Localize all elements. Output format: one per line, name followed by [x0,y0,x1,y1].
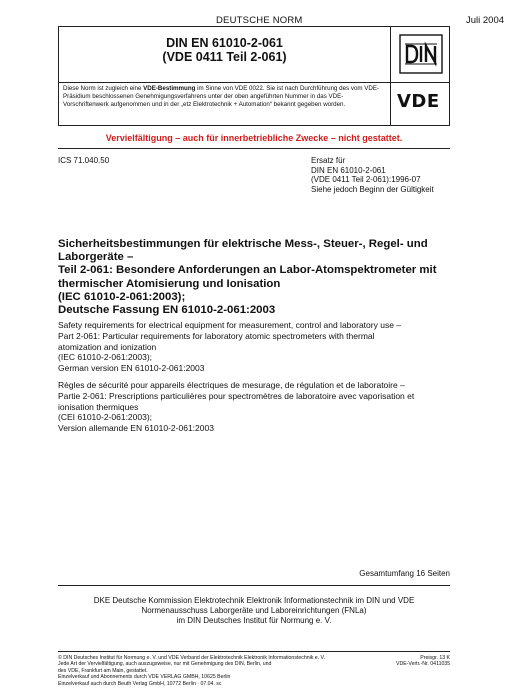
vde-approval-note [63,85,385,109]
box-divider-vertical [390,27,391,125]
standard-number [59,36,390,64]
standard-number-din: DIN EN 61010-2-061 [166,36,283,50]
divider-line [58,148,450,149]
title-line: Part 2-061: Particular requirements for laboratory atomic spectrometers with thermal [58,330,375,341]
committee-info [58,596,450,626]
title-line: Sicherheitsbestimmungen für elektrische Mess-, Steuer-, Regel- und [58,238,428,250]
french-title [58,380,453,434]
title-line: Partie 2-061: Prescriptions particulières pour spectromètres de laboratoire avec vaporisation et [58,390,415,401]
title-line: Deutsche Fassung EN 61010-2-061:2003 [58,304,276,317]
copyright-line: Jede Art der Vervielfältigung, auch auszugsweise, nur mit Genehmigung des DIN, Berlin, und [58,661,272,668]
german-title [58,238,450,317]
replacement-line: Siehe jedoch Beginn der Gültigkeit [311,184,434,194]
title-line: Safety requirements for electrical equipment for measurement, control and laboratory use – [58,320,402,330]
title-line: ionisation thermiques [58,401,139,412]
din-logo-icon [397,33,445,75]
replacement-line: (VDE 0411 Teil 2-061):1996-07 [311,175,421,185]
title-line: Version allemande EN 61010-2-061:2003 [58,423,214,434]
ics-code: ICS 71.040.50 [58,156,110,165]
english-title [58,320,450,374]
copyright-notice [58,655,358,687]
title-line: Laborgeräte – [58,251,134,264]
note-text-start: Diese Norm ist zugleich eine [63,85,144,92]
standard-number-vde: (VDE 0411 Teil 2-061) [162,50,287,64]
committee-line: Normenausschuss Laborgeräte und Laboreinrichtungen (FNLa) [141,606,367,615]
committee-line: DKE Deutsche Kommission Elektrotechnik Elektronik Informationstechnik im DIN und VDE [93,596,415,605]
title-line: Règles de sécurité pour appareils électriques de mesurage, de régulation et de laboratoire – [58,380,405,390]
replacement-line: Ersatz für [311,156,346,165]
title-line: Teil 2-061: Besondere Anforderungen an Labor-Atomspektrometer mit [58,264,437,277]
divider-line [58,585,450,586]
vde-logo: VDE [397,91,440,112]
total-pages: Gesamtumfang 16 Seiten [359,569,450,578]
title-line: thermischer Atomisierung und Ionisation [58,277,281,290]
copy-warning: Vervielfältigung – auch für innerbetriebliche Zwecke – nicht gestattet. [105,133,403,143]
copyright-line: © DIN Deutsches Institut für Normung e. V. und VDE Verband der Elektrotechnik Elektronik Informationstechnik e. V. [58,655,325,661]
document-type-label: DEUTSCHE NORM [216,15,303,26]
copyright-line: des VDE, Frankfurt am Main, gestattet. [58,667,148,674]
title-line: (CEI 61010-2-061:2003); [58,412,153,423]
copyright-line: Einzelverkauf und Abonnements durch VDE VERLAG GMBH, 10625 Berlin [58,674,231,681]
replacement-info [311,156,434,194]
note-text-bold: VDE-Bestimmung [143,85,196,92]
title-line: (IEC 61010-2-061:2003); [58,352,153,363]
title-line: (IEC 61010-2-061:2003); [58,290,186,303]
replacement-line: DIN EN 61010-2-061 [311,165,386,175]
price-group: Preisgr. 13 K [420,655,450,661]
note-text-end: im Sinne von VDE 0022. Sie ist nach Durchführung des vom VDE-Präsidium beschlossenen Genehmigungsverfahrens unter der oben angeführten Nummer in das VDE-Vorschriftenwerk aufgenommen und in der „etz Elektrotechnik + Automation“ bekannt gegeben worden. [63,85,380,108]
title-line: atomization and ionization [58,341,157,352]
divider-line [58,651,450,652]
standard-header-box [58,26,450,126]
committee-line: im DIN Deutsches Institut für Normung e. V. [176,616,332,625]
publication-date: Juli 2004 [466,15,505,26]
title-line: German version EN 61010-2-061:2003 [58,363,205,374]
copyright-line: Einzelverkauf auch durch Beuth Verlag GmbH, 10772 Berlin · 07.04. sc [58,680,222,687]
vde-distribution-number: VDE-Vertr.-Nr. 0411035 [396,661,451,668]
price-info [396,655,450,668]
